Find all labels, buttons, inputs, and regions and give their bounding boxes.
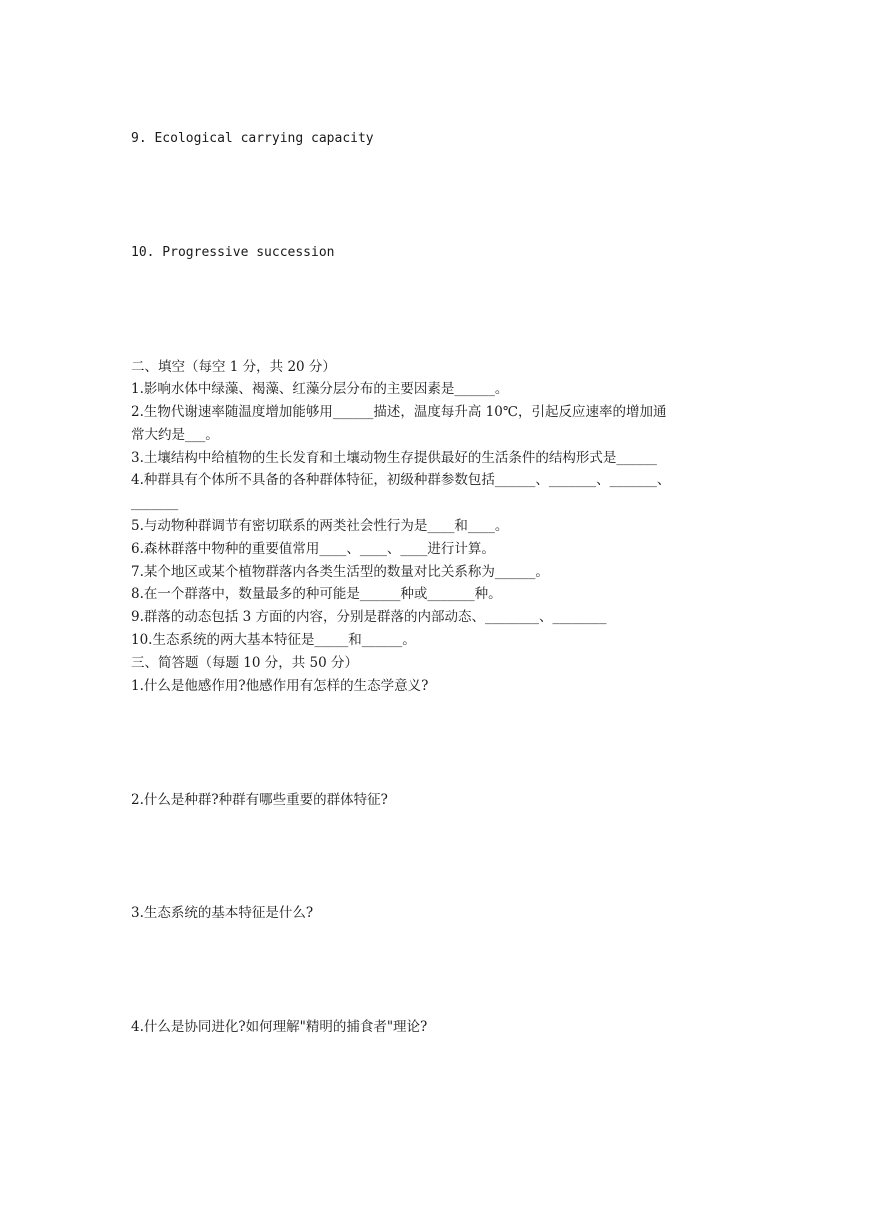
short-answer-question: 4.什么是协同进化?如何理解"精明的捕食者"理论? (131, 1019, 428, 1035)
fill-blank-line: 常大约是___。 (131, 427, 219, 443)
fill-blank-line: _______ (131, 495, 179, 511)
fill-blank-line: 9.群落的动态包括 3 方面的内容，分别是群落的内部动态、________、________ (131, 609, 607, 625)
short-answer-question: 1.什么是他感作用?他感作用有怎样的生态学意义? (131, 678, 429, 694)
fill-blank-line: 7.某个地区或某个植物群落内各类生活型的数量对比关系称为______。 (131, 564, 549, 580)
fill-blank-line: 10.生态系统的两大基本特征是_____和______。 (131, 632, 416, 648)
section-3-heading: 三、简答题（每题 10 分，共 50 分） (131, 655, 359, 671)
section-2-heading: 二、填空（每空 1 分，共 20 分） (131, 359, 336, 375)
fill-blank-line: 4.种群具有个体所不具备的各种群体特征，初级种群参数包括______、_______、_______、 (131, 472, 671, 488)
fill-blank-line: 3.土壤结构中给植物的生长发育和土壤动物生存提供最好的生活条件的结构形式是______ (131, 450, 657, 466)
fill-blank-line: 2.生物代谢速率随温度增加能够用______描述，温度每升高 10℃，引起反应速率的增加通 (131, 404, 667, 420)
definition-item-10: 10. Progressive succession (131, 245, 335, 260)
fill-blank-line: 6.森林群落中物种的重要值常用____、____、____进行计算。 (131, 541, 495, 557)
short-answer-question: 2.什么是种群?种群有哪些重要的群体特征? (131, 792, 388, 808)
short-answer-question: 3.生态系统的基本特征是什么? (131, 905, 314, 921)
fill-blank-line: 1.影响水体中绿藻、褐藻、红藻分层分布的主要因素是______。 (131, 381, 509, 397)
fill-blank-line: 5.与动物种群调节有密切联系的两类社会性行为是____和____。 (131, 518, 509, 534)
fill-blank-line: 8.在一个群落中，数量最多的种可能是______种或_______种。 (131, 586, 502, 602)
definition-item-9: 9. Ecological carrying capacity (131, 131, 374, 146)
